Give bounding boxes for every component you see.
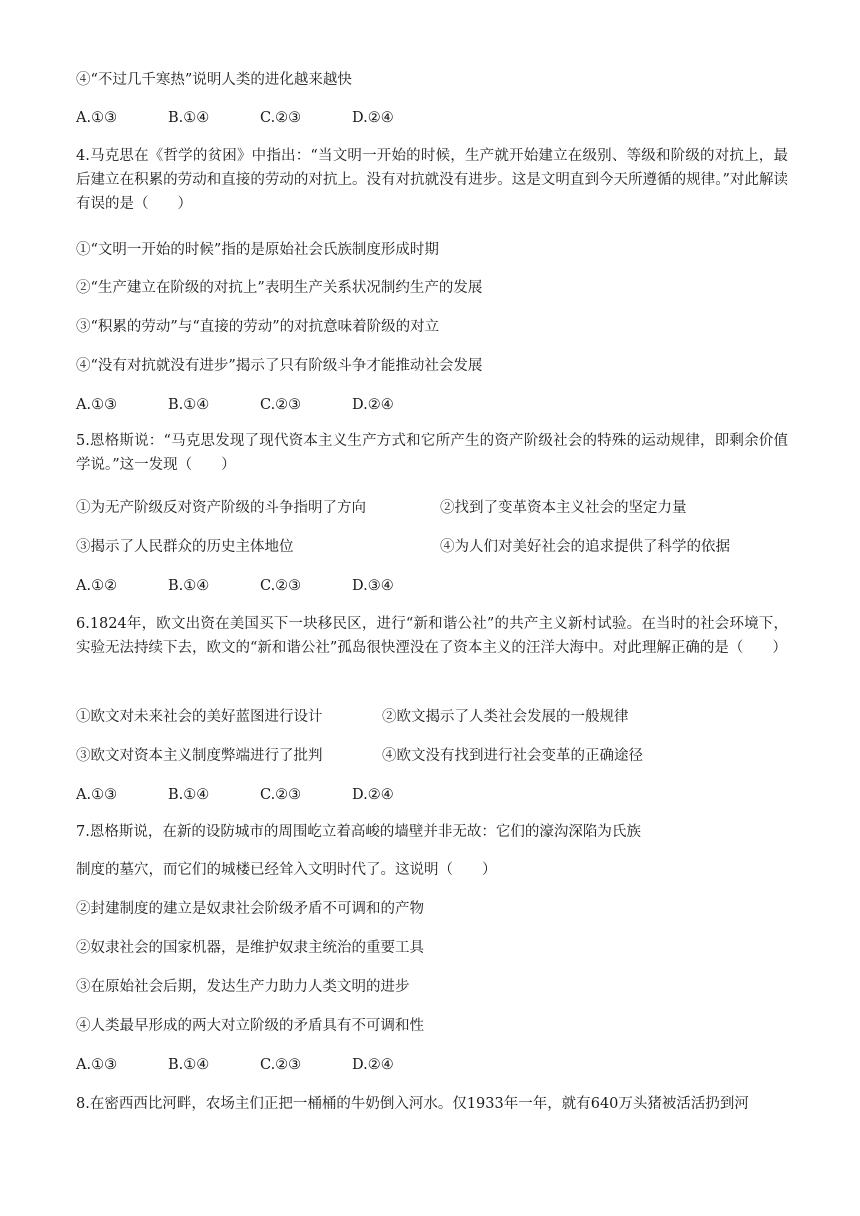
q7-option-3: ③在原始社会后期，发达生产力助力人类文明的进步: [76, 979, 410, 995]
q5-option-4: ④为人们对美好社会的追求提供了科学的依据: [440, 539, 730, 555]
choice-d: D.②④: [352, 787, 394, 803]
q5-stem: 5.恩格斯说：“马克思发现了现代资本主义生产方式和它所产生的资产阶级社会的特殊的运动规律，即剩余价值学说。”这一发现（ ）: [76, 433, 788, 473]
q5-answer-choices: [76, 576, 444, 596]
choice-d: D.②④: [352, 110, 394, 126]
q3-option-4: ④“不过几千寒热”说明人类的进化越来越快: [76, 72, 352, 88]
choice-b: B.①④: [168, 110, 210, 126]
choice-b: B.①④: [168, 1057, 210, 1073]
q6-option-4: ④欧文没有找到进行社会变革的正确途径: [382, 748, 643, 764]
q7-answer-choices: [76, 1055, 444, 1075]
choice-c: C.②③: [260, 787, 302, 803]
q7-option-2: ②奴隶社会的国家机器，是维护奴隶主统治的重要工具: [76, 940, 424, 956]
choice-c: C.②③: [260, 397, 302, 413]
choice-b: B.①④: [168, 397, 210, 413]
q3-answer-choices: [76, 108, 444, 128]
choice-a: A.①③: [76, 397, 118, 413]
choice-b: B.①④: [168, 578, 210, 594]
choice-c: C.②③: [260, 578, 302, 594]
q6-option-1: ①欧文对未来社会的美好蓝图进行设计: [76, 709, 323, 725]
choice-a: A.①②: [76, 578, 118, 594]
q6-answer-choices: [76, 785, 444, 805]
q6-option-2: ②欧文揭示了人类社会发展的一般规律: [382, 709, 629, 725]
choice-d: D.②④: [352, 397, 394, 413]
q4-option-2: ②“生产建立在阶级的对抗上”表明生产关系状况制约生产的发展: [76, 280, 483, 296]
choice-d: D.②④: [352, 1057, 394, 1073]
choice-a: A.①③: [76, 787, 118, 803]
q6-stem: 6.1824年，欧文出资在美国买下一块移民区，进行“新和谐公社”的共产主义新村试验。在当时的社会环境下，实验无法持续下去，欧文的“新和谐公社”孤岛很快湮没在了资本主义的汪洋大海中。对此理解正确的是（ ）: [76, 616, 788, 656]
q8-stem: 8.在密西西比河畔，农场主们正把一桶桶的牛奶倒入河水。仅1933年一年，就有640万头猪被活活扔到河: [76, 1096, 749, 1112]
choice-c: C.②③: [260, 1057, 302, 1073]
q7-stem-line-2: 制度的墓穴，而它们的城楼已经耸入文明时代了。这说明（ ）: [76, 862, 497, 878]
q5-option-2: ②找到了变革资本主义社会的坚定力量: [440, 500, 687, 516]
q4-stem: 4.马克思在《哲学的贫困》中指出：“当文明一开始的时候，生产就开始建立在级别、等级和阶级的对抗上，最后建立在积累的劳动和直接的劳动的对抗上。没有对抗就没有进步。这是文明直到今天所遵循的规律。”对此解读有误的是（ ）: [76, 148, 788, 212]
q5-option-3: ③揭示了人民群众的历史主体地位: [76, 539, 294, 555]
choice-c: C.②③: [260, 110, 302, 126]
q6-option-3: ③欧文对资本主义制度弊端进行了批判: [76, 748, 323, 764]
choice-a: A.①③: [76, 110, 118, 126]
q4-answer-choices: [76, 395, 444, 415]
q4-option-1: ①“文明一开始的时候”指的是原始社会氏族制度形成时期: [76, 242, 439, 258]
choice-a: A.①③: [76, 1057, 118, 1073]
q4-option-4: ④“没有对抗就没有进步”揭示了只有阶级斗争才能推动社会发展: [76, 358, 483, 374]
q7-option-1: ②封建制度的建立是奴隶社会阶级矛盾不可调和的产物: [76, 901, 424, 917]
q5-option-1: ①为无产阶级反对资产阶级的斗争指明了方向: [76, 500, 366, 516]
choice-d: D.③④: [352, 578, 394, 594]
q4-option-3: ③“积累的劳动”与“直接的劳动”的对抗意味着阶级的对立: [76, 319, 440, 335]
choice-b: B.①④: [168, 787, 210, 803]
q7-option-4: ④人类最早形成的两大对立阶级的矛盾具有不可调和性: [76, 1018, 424, 1034]
q7-stem-line-1: 7.恩格斯说，在新的设防城市的周围屹立着高峻的墙壁并非无故：它们的濠沟深陷为氏族: [76, 824, 641, 840]
